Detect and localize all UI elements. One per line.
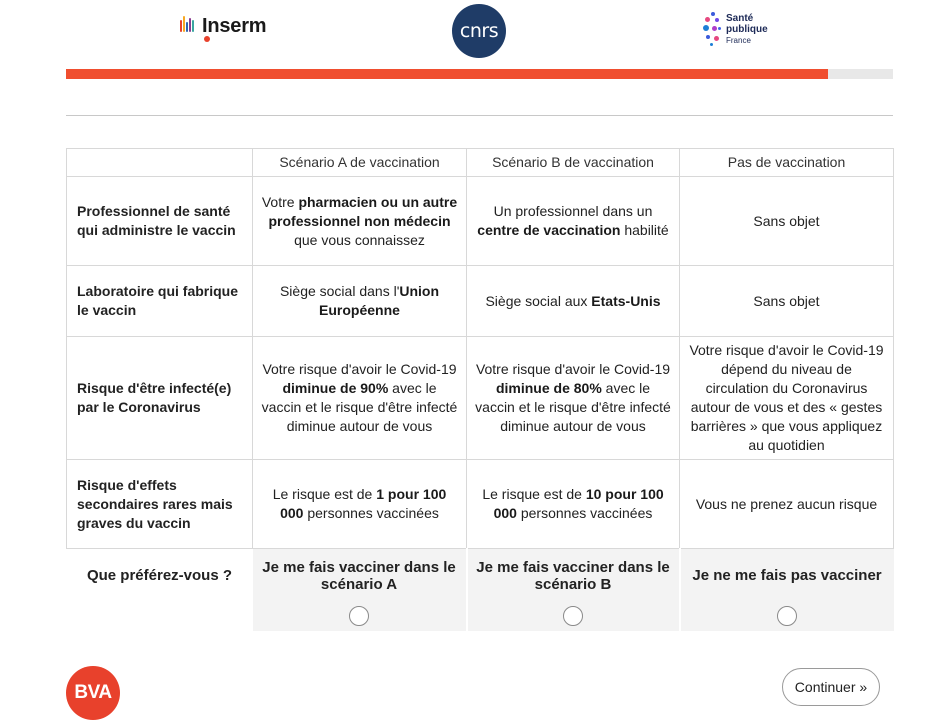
radio-cell-scenario-b[interactable] [467,601,680,631]
option-label-scenario-a[interactable]: Je me fais vacciner dans le scénario A [253,549,467,601]
progress-bar-fill [66,69,828,79]
cell-scenario-a: Le risque est de 1 pour 100 000 personnes vaccinées [253,460,467,549]
table-row [67,337,894,460]
cell-scenario-a: Siège social dans l'Union Européenne [253,266,467,337]
table-header-no-vaccination: Pas de vaccination [680,149,894,177]
spf-wordmark-line3: France [726,35,751,45]
cnrs-logo [452,4,506,58]
radio-scenario-b[interactable] [563,606,583,626]
row-label-effets-secondaires: Risque d'effets secondaires rares mais graves du vaccin [67,460,253,549]
table-header-empty [67,149,253,177]
spf-wordmark-line1: Santé [726,12,754,24]
sante-publique-france-logo [703,10,768,48]
spf-wordmark-line2: publique [726,23,768,35]
radio-scenario-a[interactable] [349,606,369,626]
option-label-no-vaccination[interactable]: Je ne me fais pas vacciner [680,549,894,601]
cell-no-vaccination: Votre risque d'avoir le Covid-19 dépend du niveau de circulation du Coronavirus autour de vous et des « gestes barrières » que vous appliquez au quotidien [680,337,894,460]
inserm-bars-icon [180,14,198,38]
table-header-scenario-a: Scénario A de vaccination [253,149,467,177]
bva-logo [66,666,120,720]
progress-bar [66,69,893,79]
radio-row-spacer [67,601,253,631]
cell-scenario-b: Le risque est de 10 pour 100 000 personnes vaccinées [467,460,680,549]
cell-scenario-a: Votre pharmacien ou un autre professionnel non médecin que vous connaissez [253,177,467,266]
table-row [67,177,894,266]
spf-dots-icon [703,11,723,47]
row-label-risque-infection: Risque d'être infecté(e) par le Coronavirus [67,337,253,460]
table-row [67,460,894,549]
bva-wordmark: BVA [74,682,112,703]
radio-cell-no-vaccination[interactable] [680,601,894,631]
table-header-scenario-b: Scénario B de vaccination [467,149,680,177]
divider [66,115,893,116]
cell-scenario-b: Siège social aux Etats-Unis [467,266,680,337]
cell-scenario-b: Un professionnel dans un centre de vaccination habilité [467,177,680,266]
continue-button[interactable]: Continuer » [782,668,880,706]
row-label-laboratoire: Laboratoire qui fabrique le vaccin [67,266,253,337]
inserm-logo [180,12,266,40]
option-label-scenario-b[interactable]: Je me fais vacciner dans le scénario B [467,549,680,601]
row-label-professionnel: Professionnel de santé qui administre le vaccin [67,177,253,266]
cell-scenario-b: Votre risque d'avoir le Covid-19 diminue de 80% avec le vaccin et le risque d'être infecté diminue autour de vous [467,337,680,460]
inserm-wordmark: Inserm [202,14,267,37]
table-row [67,266,894,337]
preference-row [67,549,894,601]
cell-no-vaccination: Vous ne prenez aucun risque [680,460,894,549]
preference-question: Que préférez-vous ? [67,549,253,601]
inserm-dot-icon [204,36,210,42]
radio-no-vaccination[interactable] [777,606,797,626]
cnrs-wordmark: cnrs [459,20,499,42]
cell-no-vaccination: Sans objet [680,266,894,337]
table-header-row [67,149,894,177]
cell-scenario-a: Votre risque d'avoir le Covid-19 diminue de 90% avec le vaccin et le risque d'être infecté diminue autour de vous [253,337,467,460]
cell-no-vaccination: Sans objet [680,177,894,266]
scenario-table [66,148,894,631]
radio-row [67,601,894,631]
radio-cell-scenario-a[interactable] [253,601,467,631]
